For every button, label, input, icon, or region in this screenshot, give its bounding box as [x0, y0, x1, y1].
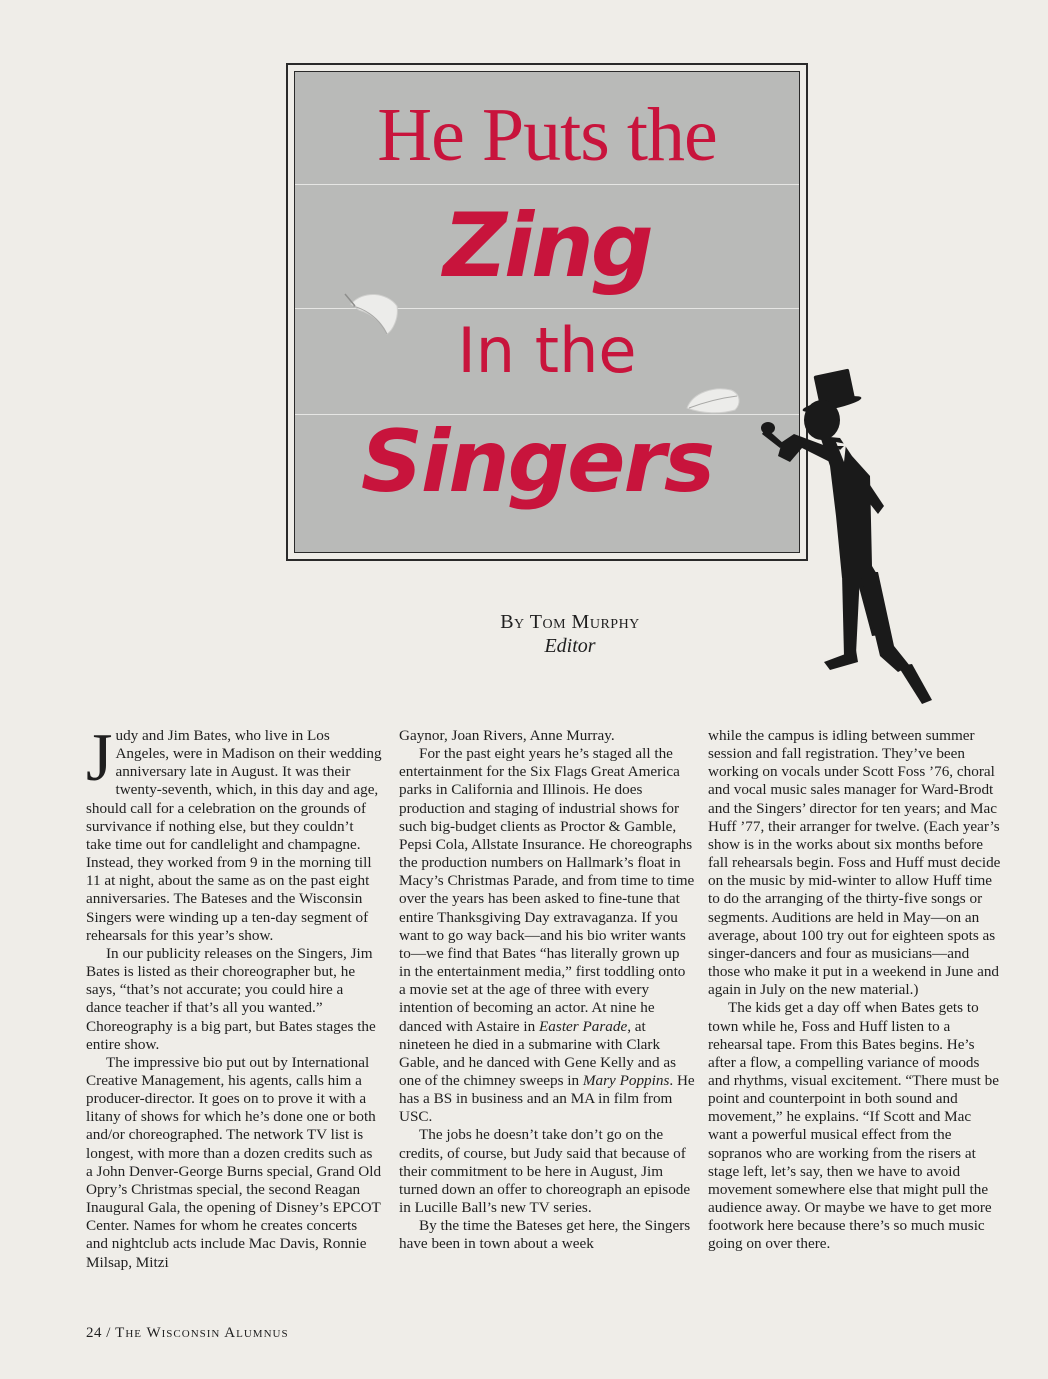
film-title: Easter Parade	[539, 1017, 628, 1035]
article-column-3	[708, 727, 1004, 1254]
byline-role: Editor	[544, 635, 596, 657]
title-line-3: In the	[457, 314, 637, 387]
publication-name: The Wisconsin Alumnus	[115, 1325, 289, 1341]
feather-icon	[681, 382, 745, 422]
paragraph	[399, 745, 695, 1126]
article-column-2	[399, 727, 695, 1254]
drop-cap: J	[86, 719, 113, 795]
paragraph: The kids get a day off when Bates gets to town while he, Foss and Huff listen to a rehearsal tape. From this Bates begins. He’s after a flow, a compelling variance of moods and rhythms, visual excitement. “There must be point and counterpoint in both sound and movement,” he explains. “If Scott and Mac want a powerful musical effect from the sopranos who are working from the risers at stage left, let’s say, then we have to avoid movement somewhere else that might pull the audience away. Or maybe we have to get more footwork here because there’s so much music going on over there.	[708, 999, 1000, 1253]
singer-silhouette-icon	[760, 366, 940, 711]
panel-rule	[295, 184, 799, 185]
byline	[420, 610, 720, 658]
title-line-1: He Puts the	[377, 93, 717, 177]
paragraph: By the time the Bateses get here, the Singers have been in town about a week	[399, 1217, 691, 1253]
title-line-2: Zing	[443, 194, 651, 297]
page-number: 24	[86, 1325, 102, 1341]
film-title: Mary Poppins	[582, 1071, 670, 1089]
title-panel	[294, 71, 800, 553]
paragraph: In our publicity releases on the Singers, Jim Bates is listed as their choreographer but, he says, “that’s not accurate; you could hire a dance teacher if that’s all you wanted.” Choreography is a big part, but Bates stages the entire show.	[86, 944, 376, 1053]
page-footer	[86, 1325, 289, 1342]
paragraph-text: For the past eight years he’s staged all the entertainment for the Six Flags Great America parks in California and Illinois. He does production and staging of industrial shows for such big-budget clients as Proctor & Gamble, Pepsi Cola, Allstate Insurance. He choreographs the production numbers on Hallmark’s float in Macy’s Christmas Parade, and from time to time over the years has been asked to fine-tune that entire Thanksgiving Day extravaganza. If you want to go way back—and his bio writer wants to—we find that Bates “has literally grown up in the entertainment media,” first toddling onto a movie set at the age of three with every intention of becoming an actor. At nine he danced with Astaire in	[399, 745, 695, 1035]
title-frame	[286, 63, 808, 561]
paragraph-text: , at nineteen he died in a submarine with Clark Gable, and he danced with Gene Kelly and as one of the chimney sweeps in	[399, 1017, 677, 1089]
paragraph-text: udy and Jim Bates, who live in Los Angeles, were in Madison on their wedding anniversary late in August. It was their twenty-seventh, which, in this day and age, should call for a celebration on the grounds of survivance if nothing else, but they couldn’t take time out for candlelight and champagne. Instead, they worked from 9 in the morning till 11 at night, about the same as on the past eight anniversaries. The Bateses and the Wisconsin Singers were winding up a ten-day segment of rehearsals for this year’s show.	[86, 727, 382, 944]
paragraph: The jobs he doesn’t take don’t go on the credits, of course, but Judy said that because of their commitment to be here in August, Jim turned down an offer to choreograph an episode in Lucille Ball’s new TV series.	[399, 1126, 691, 1217]
paragraph: Gaynor, Joan Rivers, Anne Murray.	[399, 727, 615, 744]
paragraph-text: . He has a BS in business and an MA in film from USC.	[399, 1071, 695, 1126]
feather-icon	[343, 284, 403, 344]
paragraph: while the campus is idling between summer session and fall registration. They’ve been working on vocals under Scott Foss ’76, choral and vocal music sales manager for Ward-Brodt and the Singers’ director for ten years; and Mac Huff ’77, their arranger for twelve. (Each year’s show is in the works about six months before fall rehearsals begin. Foss and Huff must decide on the music by mid-winter to allow Huff time to do the arranging of the thirty-five songs or segments. Auditions are held in May—on an average, about 100 try out for eighteen spots as singer-dancers and four as musicians—and those who make it put in a weekend in June and again in July on the new material.)	[708, 727, 1001, 999]
title-line-4: Singers	[360, 412, 714, 512]
article-column-1	[86, 719, 382, 1272]
byline-author: By Tom Murphy	[500, 611, 640, 633]
footer-separator: /	[106, 1325, 111, 1341]
paragraph: The impressive bio put out by International Creative Management, his agents, calls him a producer-director. It goes on to prove it with a litany of shows for which he’s done one or both and/or choreographed. The network TV list is longest, with more than a dozen credits such as a John Denver-George Burns special, Grand Old Opry’s Christmas special, the second Reagan Inaugural Gala, the opening of Disney’s EPCOT Center. Names for whom he creates concerts and nightclub acts include Mac Davis, Ronnie Milsap, Mitzi	[86, 1053, 382, 1271]
paragraph	[86, 719, 382, 945]
